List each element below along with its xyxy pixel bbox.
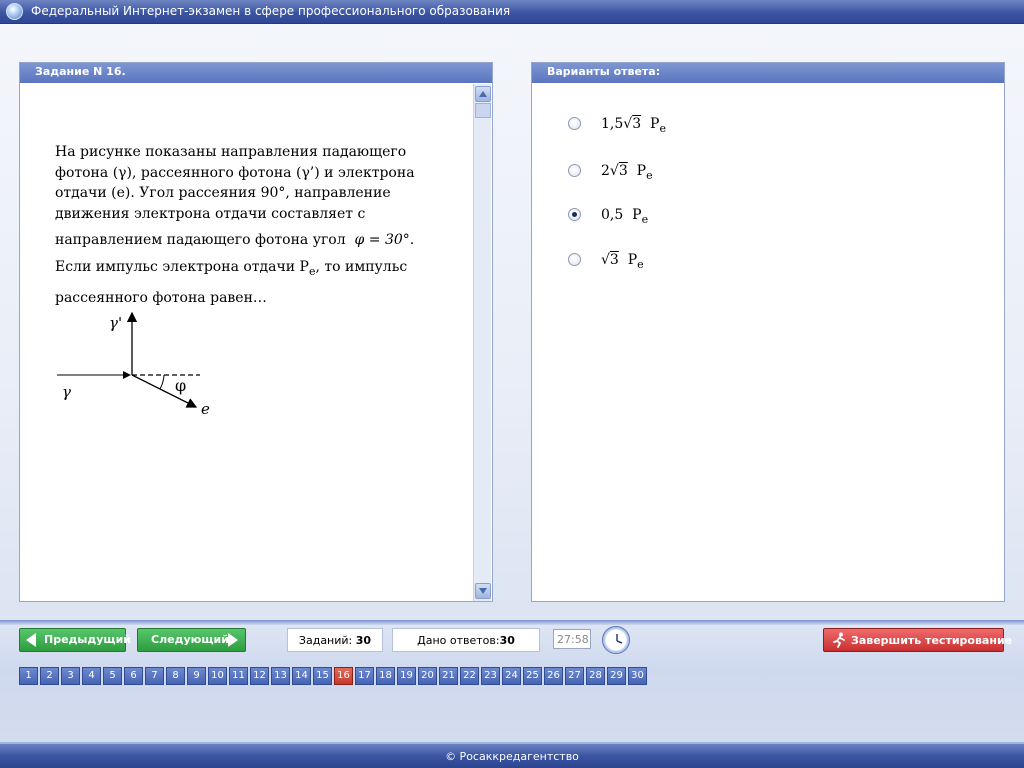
- question-line: [55, 257, 455, 282]
- finish-test-label: Завершить тестирование: [851, 634, 1013, 647]
- page-button-8[interactable]: 8: [166, 667, 185, 685]
- previous-button-label: Предыдущий: [44, 633, 132, 646]
- scroll-thumb[interactable]: [475, 103, 491, 118]
- runner-icon: [832, 632, 846, 648]
- answer-coefficient: 1,5: [601, 116, 624, 132]
- question-text: [55, 142, 455, 308]
- answer-subscript: e: [641, 212, 649, 226]
- page-button-6[interactable]: 6: [124, 667, 143, 685]
- page-button-23[interactable]: 23: [481, 667, 500, 685]
- radio-button[interactable]: [568, 208, 581, 221]
- page-button-20[interactable]: 20: [418, 667, 437, 685]
- task-scrollbar[interactable]: [473, 84, 491, 601]
- answers-panel: [531, 62, 1005, 602]
- arrow-left-icon: [26, 633, 36, 647]
- answer-spacer: [623, 207, 632, 223]
- answer-formula: [601, 252, 644, 271]
- answers-panel-header: Варианты ответа:: [532, 63, 1004, 83]
- page-button-10[interactable]: 10: [208, 667, 227, 685]
- footer: [0, 742, 1024, 768]
- answer-formula: [601, 207, 648, 226]
- page-button-19[interactable]: 19: [397, 667, 416, 685]
- answer-symbol: P: [650, 116, 660, 132]
- page-button-17[interactable]: 17: [355, 667, 374, 685]
- answer-subscript: e: [646, 168, 653, 182]
- question-line: направлением падающего фотона угол φ = 30°.: [55, 232, 415, 248]
- page-button-21[interactable]: 21: [439, 667, 458, 685]
- page-button-11[interactable]: 11: [229, 667, 248, 685]
- clock-hands: [603, 627, 631, 655]
- window-title: Федеральный Интернет-экзамен в сфере профессионального образования: [31, 4, 511, 18]
- task-panel: [19, 62, 493, 602]
- page-button-27[interactable]: 27: [565, 667, 584, 685]
- page-button-5[interactable]: 5: [103, 667, 122, 685]
- page-button-18[interactable]: 18: [376, 667, 395, 685]
- sqrt-icon: √: [609, 163, 619, 179]
- question-line: движения электрона отдачи составляет с: [55, 205, 366, 222]
- question-line: рассеянного фотона равен…: [55, 289, 267, 306]
- page-button-29[interactable]: 29: [607, 667, 626, 685]
- tasks-label: Заданий:: [298, 634, 353, 647]
- page-button-9[interactable]: 9: [187, 667, 206, 685]
- page-button-28[interactable]: 28: [586, 667, 605, 685]
- sqrt-icon: √: [601, 252, 610, 268]
- page-button-12[interactable]: 12: [250, 667, 269, 685]
- page-button-3[interactable]: 3: [61, 667, 80, 685]
- answer-spacer: [641, 116, 650, 132]
- label-gamma-scattered: γ': [109, 314, 123, 332]
- answer-spacer: [619, 252, 628, 268]
- photon-scattering-diagram: [54, 309, 244, 419]
- radio-button[interactable]: [568, 117, 581, 130]
- answered-count: 30: [499, 634, 515, 647]
- answer-symbol: P: [636, 163, 647, 179]
- answer-radicand: 3: [632, 116, 642, 132]
- sqrt-icon: √: [623, 116, 633, 132]
- page-button-13[interactable]: 13: [271, 667, 290, 685]
- answer-radicand: 3: [609, 252, 619, 268]
- angle-arc: [160, 375, 164, 389]
- answer-formula: [601, 116, 666, 135]
- impulse-subscript: e: [308, 264, 316, 278]
- page-button-2[interactable]: 2: [40, 667, 59, 685]
- page-button-26[interactable]: 26: [544, 667, 563, 685]
- answer-subscript: e: [659, 121, 666, 135]
- answered-label: Дано ответов:: [417, 634, 500, 647]
- page-button-30[interactable]: 30: [628, 667, 647, 685]
- arrow-right-icon: [228, 633, 238, 647]
- next-button[interactable]: [137, 628, 246, 652]
- answer-symbol: P: [627, 252, 638, 268]
- answer-radicand: 3: [618, 163, 628, 179]
- label-gamma-incident: γ: [62, 383, 71, 401]
- page-button-25[interactable]: 25: [523, 667, 542, 685]
- radio-button[interactable]: [568, 164, 581, 177]
- answer-spacer: [628, 163, 637, 179]
- question-line: фотона (γ), рассеянного фотона (γ’) и электрона: [55, 164, 415, 181]
- scroll-down-button[interactable]: [475, 583, 491, 599]
- electron-arrow: [132, 375, 196, 407]
- page-button-1[interactable]: 1: [19, 667, 38, 685]
- timer-display: 27:58: [553, 629, 591, 649]
- next-button-label: Следующий: [151, 633, 229, 646]
- question-line: На рисунке показаны направления падающего: [55, 144, 407, 160]
- bottom-bar-divider: [0, 620, 1024, 625]
- tasks-count: 30: [355, 634, 372, 647]
- finish-test-button[interactable]: [823, 628, 1013, 652]
- page-button-7[interactable]: 7: [145, 667, 164, 685]
- footer-text: © Росаккредагентство: [445, 750, 579, 763]
- label-phi: φ: [175, 376, 187, 395]
- scroll-up-button[interactable]: [475, 86, 491, 102]
- answer-coefficient: 0,5: [601, 207, 624, 223]
- radio-button[interactable]: [568, 253, 581, 266]
- label-electron: e: [201, 400, 210, 418]
- answer-coefficient: 2: [601, 163, 610, 179]
- task-panel-header: Задание N 16.: [20, 63, 492, 83]
- answer-formula: [601, 163, 653, 182]
- page-button-4[interactable]: 4: [82, 667, 101, 685]
- answered-counter: [392, 628, 540, 652]
- page-button-14[interactable]: 14: [292, 667, 311, 685]
- answer-symbol: P: [632, 207, 642, 223]
- arrow-down-icon: [479, 588, 487, 594]
- globe-icon: [6, 3, 23, 20]
- page-button-24[interactable]: 24: [502, 667, 521, 685]
- clock-icon: [602, 626, 630, 654]
- page-button-16[interactable]: 16: [334, 667, 353, 685]
- previous-button[interactable]: [19, 628, 132, 652]
- page-button-15[interactable]: 15: [313, 667, 332, 685]
- arrow-up-icon: [479, 91, 487, 97]
- tasks-counter: [287, 628, 383, 652]
- angle-formula: φ = 30°: [354, 232, 410, 248]
- question-line-tail: , то импульс: [315, 258, 408, 275]
- answer-subscript: e: [637, 257, 644, 271]
- title-bar: [0, 0, 1024, 24]
- question-line-text: направлением падающего фотона угол: [55, 232, 346, 248]
- question-line: отдачи (e). Угол рассеяния 90°, направление: [55, 185, 391, 201]
- question-line-text: Если импульс электрона отдачи P: [55, 258, 309, 275]
- page-button-22[interactable]: 22: [460, 667, 479, 685]
